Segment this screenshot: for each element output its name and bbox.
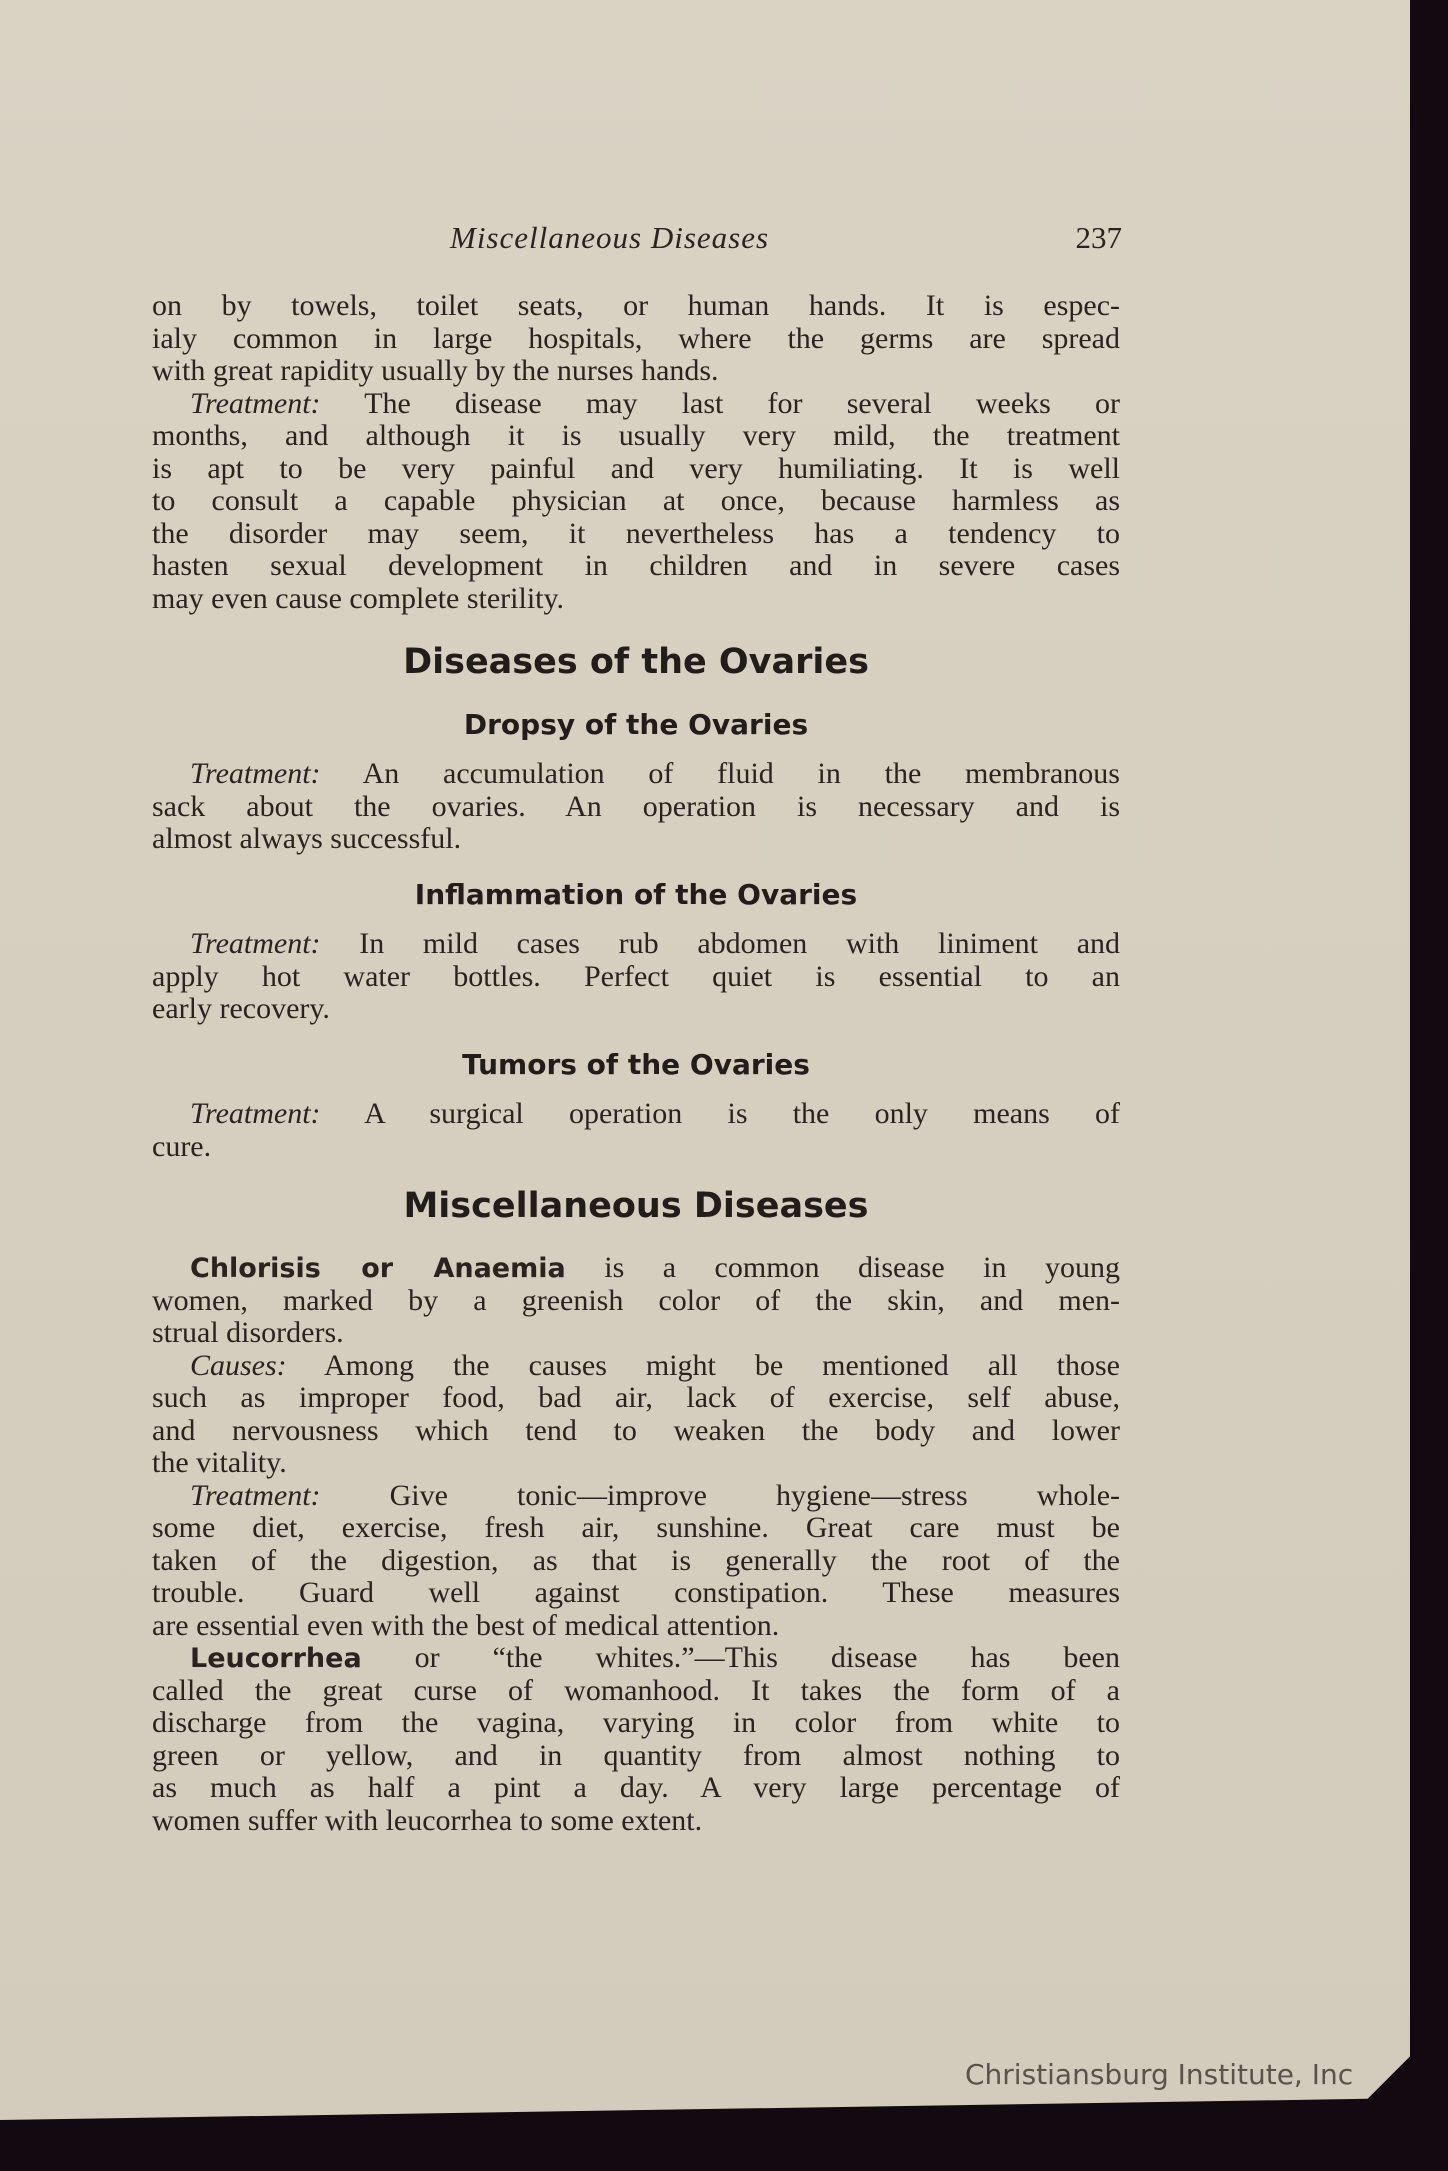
text-line bbox=[152, 1098, 1120, 1131]
causes-label: Causes: bbox=[190, 1348, 287, 1382]
paragraph-contagion bbox=[152, 290, 1120, 615]
text: Among the causes might be mentioned all those bbox=[324, 1348, 1120, 1382]
text-line bbox=[152, 758, 1120, 791]
section-heading-misc: Miscellaneous Diseases bbox=[403, 1186, 869, 1226]
section-heading-ovaries: Diseases of the Ovaries bbox=[403, 642, 869, 682]
text-line: apply hot water bottles. Perfect quiet is essential to an bbox=[152, 959, 1120, 993]
paragraph-dropsy bbox=[152, 758, 1120, 856]
text-line: sack about the ovaries. An operation is necessary and is bbox=[152, 789, 1120, 823]
page-number: 237 bbox=[1075, 220, 1122, 255]
text-line: discharge from the vagina, varying in color from white to bbox=[152, 1706, 1120, 1739]
text: In mild cases rub abdomen with liniment and bbox=[359, 927, 1121, 960]
paragraph-inflammation bbox=[152, 928, 1120, 1026]
text-line: hasten sexual development in children and in severe cases bbox=[152, 549, 1120, 582]
text-line: women suffer with leucorrhea to some extent. bbox=[152, 1803, 703, 1837]
text-line: strual disorders. bbox=[152, 1316, 344, 1349]
paragraph-tumors bbox=[152, 1098, 1120, 1163]
text-line: such as improper food, bad air, lack of exercise, self abuse, bbox=[152, 1381, 1120, 1414]
text-line: green or yellow, and in quantity from almost nothing to bbox=[152, 1738, 1120, 1772]
text-line bbox=[152, 1642, 1120, 1675]
treatment-label: Treatment: bbox=[190, 757, 321, 790]
text: The disease may last for several weeks or bbox=[364, 386, 1120, 420]
text-line: is apt to be very painful and very humiliating. It is well bbox=[152, 451, 1120, 485]
text-line: months, and although it is usually very mild, the treatment bbox=[152, 419, 1120, 452]
text-line: are essential even with the best of medical attention. bbox=[152, 1608, 780, 1642]
text: is a common disease in young bbox=[604, 1251, 1121, 1284]
subheading-tumors: Tumors of the Ovaries bbox=[462, 1048, 810, 1081]
text-line: called the great curse of womanhood. It takes the form of a bbox=[152, 1673, 1120, 1707]
text-line bbox=[152, 1480, 1120, 1513]
text-line: women, marked by a greenish color of the skin, and men- bbox=[152, 1283, 1120, 1317]
text-line: early recovery. bbox=[152, 992, 330, 1025]
text-line: ialy common in large hospitals, where the germs are spread bbox=[152, 321, 1120, 355]
watermark: Christiansburg Institute, Inc bbox=[965, 2058, 1354, 2091]
text-line: on by towels, toilet seats, or human hands. It is espec- bbox=[152, 289, 1120, 322]
treatment-label: Treatment: bbox=[190, 927, 321, 960]
text: An accumulation of fluid in the membranous bbox=[362, 757, 1120, 790]
treatment-label: Treatment: bbox=[190, 386, 321, 420]
paragraph-misc bbox=[152, 1252, 1120, 1837]
text-line: some diet, exercise, fresh air, sunshine. Great care must be bbox=[152, 1511, 1120, 1544]
text-line: almost always successful. bbox=[152, 822, 462, 855]
text-line bbox=[152, 1350, 1120, 1383]
treatment-label: Treatment: bbox=[190, 1097, 321, 1130]
text-line: with great rapidity usually by the nurses hands. bbox=[152, 354, 719, 387]
text: A surgical operation is the only means of bbox=[364, 1097, 1120, 1130]
subheading-dropsy: Dropsy of the Ovaries bbox=[463, 708, 809, 741]
text-line: the disorder may seem, it nevertheless has a tendency to bbox=[152, 516, 1120, 550]
text: or “the whites.”—This disease has been bbox=[414, 1641, 1120, 1674]
text-line: and nervousness which tend to weaken the body and lower bbox=[152, 1413, 1120, 1447]
text-line: may even cause complete sterility. bbox=[152, 581, 565, 615]
text-line: the vitality. bbox=[152, 1446, 287, 1479]
text-line: to consult a capable physician at once, because harmless as bbox=[152, 484, 1120, 517]
text-line: taken of the digestion, as that is generally the root of the bbox=[152, 1543, 1120, 1577]
text-line: trouble. Guard well against constipation. These measures bbox=[152, 1576, 1120, 1609]
term: Leucorrhea bbox=[190, 1643, 362, 1674]
text-line: as much as half a pint a day. A very large percentage of bbox=[152, 1771, 1120, 1804]
term: Chlorisis or Anaemia bbox=[190, 1253, 566, 1284]
treatment-label: Treatment: bbox=[190, 1478, 321, 1512]
subheading-inflammation: Inflammation of the Ovaries bbox=[414, 878, 858, 911]
running-title: Miscellaneous Diseases bbox=[450, 220, 770, 255]
text-line bbox=[152, 388, 1120, 421]
text: Give tonic—improve hygiene—stress whole- bbox=[389, 1478, 1120, 1512]
text-line: cure. bbox=[152, 1129, 212, 1163]
text-line bbox=[152, 1252, 1120, 1285]
text-line bbox=[152, 928, 1120, 961]
